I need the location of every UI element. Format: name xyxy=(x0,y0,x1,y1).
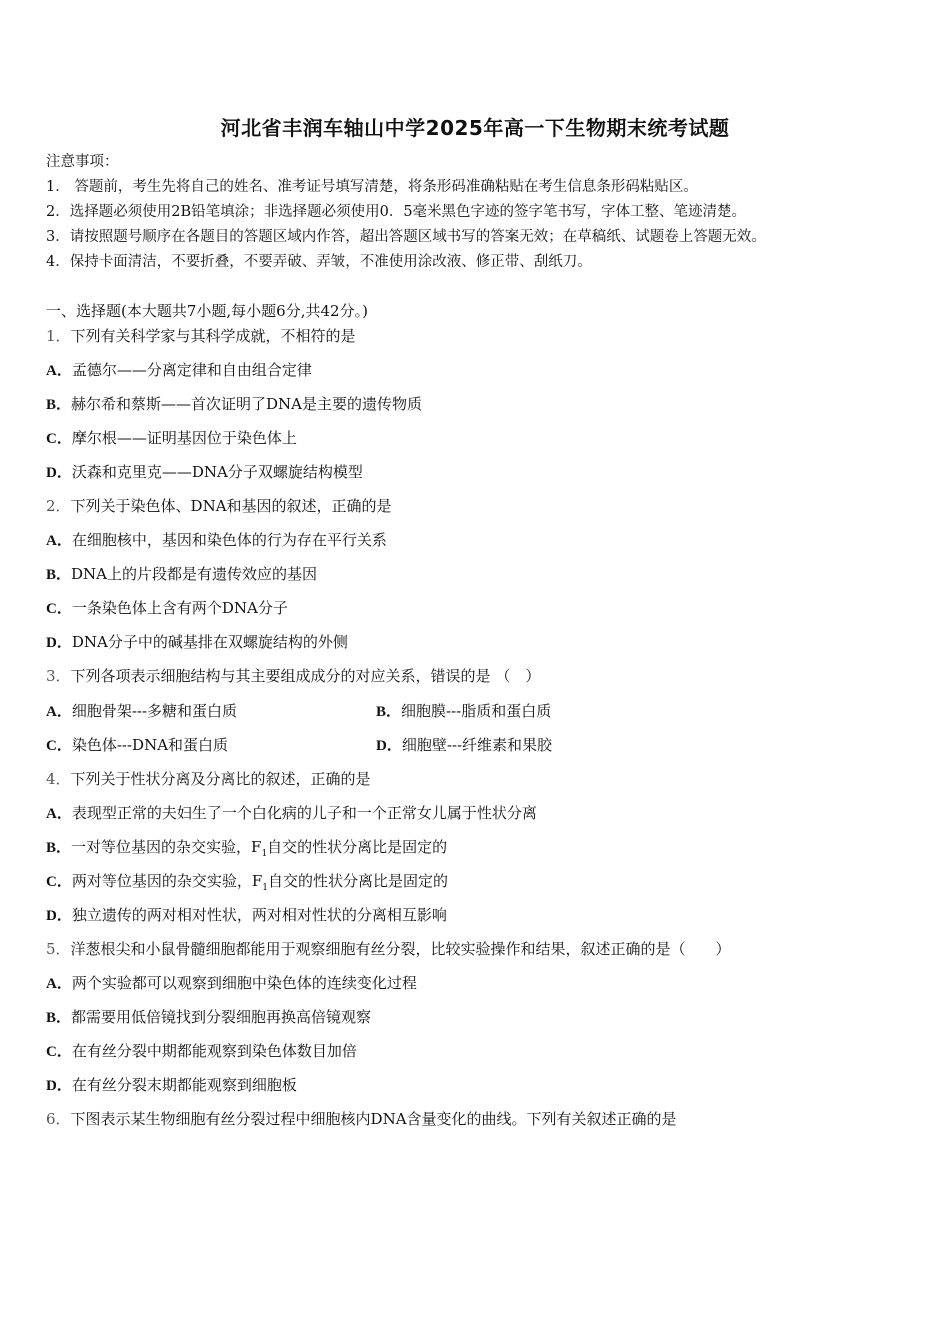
question-3 xyxy=(46,666,540,686)
option-2d xyxy=(46,632,348,653)
option-text: DNA分子中的碱基排在双螺旋结构的外侧 xyxy=(71,633,348,651)
option-1b xyxy=(46,394,422,415)
option-letter: D． xyxy=(46,908,72,924)
question-1 xyxy=(46,326,356,346)
question-4 xyxy=(46,769,371,789)
option-text: 自交的性状分离比是固定的 xyxy=(267,838,448,856)
question-6 xyxy=(46,1109,677,1129)
question-number: 3． xyxy=(46,667,71,685)
option-letter: B． xyxy=(46,1010,72,1026)
option-letter: B． xyxy=(376,704,402,720)
subscript: 1 xyxy=(261,849,268,859)
question-number: 5． xyxy=(46,940,71,958)
option-letter: B． xyxy=(46,397,72,413)
subscript: 1 xyxy=(262,883,268,893)
options-row-3ab xyxy=(46,701,906,722)
question-number: 2． xyxy=(46,497,71,515)
option-1a xyxy=(46,360,312,381)
option-letter: C． xyxy=(46,1044,72,1060)
option-letter: D． xyxy=(46,1078,72,1094)
option-text: 细胞骨架---多糖和蛋白质 xyxy=(71,702,238,720)
option-letter: A． xyxy=(46,704,72,720)
option-3d xyxy=(376,735,552,756)
option-text: 一对等位基因的杂交实验，F xyxy=(71,838,262,856)
option-3a xyxy=(46,702,237,720)
option-text: 自交的性状分离比是固定的 xyxy=(268,872,449,890)
option-letter: A． xyxy=(46,363,72,379)
option-text: 两对等位基因的杂交实验，F xyxy=(71,872,263,890)
question-stem: 下列关于染色体、DNA和基因的叙述，正确的是 xyxy=(70,497,392,515)
notice-item-1: 1． 答题前，考生先将自己的姓名、准考证号填写清楚，将条形码准确粘贴在考生信息条形码粘贴区。 xyxy=(46,179,698,195)
option-text: 摩尔根——证明基因位于染色体上 xyxy=(71,429,297,447)
question-stem: 下列各项表示细胞结构与其主要组成成分的对应关系，错误的是 （ ） xyxy=(70,667,541,685)
option-text: 沃森和克里克——DNA分子双螺旋结构模型 xyxy=(71,463,363,481)
option-text: 染色体---DNA和蛋白质 xyxy=(71,736,229,754)
question-stem: 下列有关科学家与其科学成就，不相符的是 xyxy=(70,327,356,345)
notice-item-3: 3．请按照题号顺序在各题目的答题区域内作答，超出答题区域书写的答案无效；在草稿纸、试题卷上答题无效。 xyxy=(46,229,766,245)
option-text: 在细胞核中，基因和染色体的行为存在平行关系 xyxy=(71,531,387,549)
option-text: 一条染色体上含有两个DNA分子 xyxy=(71,599,288,617)
option-letter: A． xyxy=(46,976,72,992)
question-number: 4． xyxy=(46,770,71,788)
option-4b xyxy=(46,837,447,864)
option-text: 在有丝分裂中期都能观察到染色体数目加倍 xyxy=(71,1042,357,1060)
option-text: 在有丝分裂末期都能观察到细胞板 xyxy=(71,1076,297,1094)
option-letter: D． xyxy=(46,635,72,651)
notice-item-4: 4．保持卡面清洁，不要折叠，不要弄破、弄皱，不准使用涂改液、修正带、刮纸刀。 xyxy=(46,254,592,270)
question-2 xyxy=(46,496,392,516)
option-5b xyxy=(46,1007,371,1028)
option-text: 两个实验都可以观察到细胞中染色体的连续变化过程 xyxy=(71,974,417,992)
option-4a xyxy=(46,803,537,824)
question-number: 1． xyxy=(46,327,71,345)
option-4c xyxy=(46,871,448,898)
option-4d xyxy=(46,905,447,926)
option-3b xyxy=(376,701,551,722)
option-2c xyxy=(46,598,288,619)
option-letter: D． xyxy=(376,738,402,754)
option-3c xyxy=(46,736,228,754)
option-1d xyxy=(46,462,363,483)
option-letter: C． xyxy=(46,431,72,447)
option-2a xyxy=(46,530,387,551)
section-heading: 一、选择题(本大题共7小题,每小题6分,共42分。) xyxy=(46,302,368,320)
option-letter: B． xyxy=(46,567,72,583)
option-5a xyxy=(46,973,417,994)
option-text: 孟德尔——分离定律和自由组合定律 xyxy=(71,361,312,379)
option-text: 细胞膜---脂质和蛋白质 xyxy=(401,702,552,720)
option-letter: C． xyxy=(46,874,72,890)
option-letter: C． xyxy=(46,601,72,617)
option-letter: A． xyxy=(46,533,72,549)
option-letter: D． xyxy=(46,465,72,481)
option-text: 细胞壁---纤维素和果胶 xyxy=(401,736,553,754)
notice-heading: 注意事项： xyxy=(46,154,119,170)
question-stem: 下列关于性状分离及分离比的叙述，正确的是 xyxy=(70,770,371,788)
option-2b xyxy=(46,564,317,585)
options-row-3cd xyxy=(46,735,906,756)
option-letter: C． xyxy=(46,738,72,754)
option-text: 表现型正常的夫妇生了一个白化病的儿子和一个正常女儿属于性状分离 xyxy=(71,804,537,822)
option-text: 都需要用低倍镜找到分裂细胞再换高倍镜观察 xyxy=(71,1008,372,1026)
option-5c xyxy=(46,1041,357,1062)
option-letter: B． xyxy=(46,840,72,856)
question-5 xyxy=(46,939,731,959)
question-stem: 下图表示某生物细胞有丝分裂过程中细胞核内DNA含量变化的曲线。下列有关叙述正确的是 xyxy=(70,1110,677,1128)
option-5d xyxy=(46,1075,297,1096)
option-text: 独立遗传的两对相对性状，两对相对性状的分离相互影响 xyxy=(71,906,447,924)
option-text: DNA上的片段都是有遗传效应的基因 xyxy=(71,565,318,583)
notice-item-2: 2．选择题必须使用2B铅笔填涂；非选择题必须使用0．5毫米黑色字迹的签字笔书写，字体工整、笔迹清楚。 xyxy=(46,204,747,220)
question-number: 6． xyxy=(46,1110,71,1128)
page-title: 河北省丰润车轴山中学2025年高一下生物期末统考试题 xyxy=(220,116,730,140)
question-stem: 洋葱根尖和小鼠骨髓细胞都能用于观察细胞有丝分裂，比较实验操作和结果，叙述正确的是（ ） xyxy=(70,940,731,958)
option-text: 赫尔希和蔡斯——首次证明了DNA是主要的遗传物质 xyxy=(71,395,423,413)
option-letter: A． xyxy=(46,806,72,822)
option-1c xyxy=(46,428,297,449)
